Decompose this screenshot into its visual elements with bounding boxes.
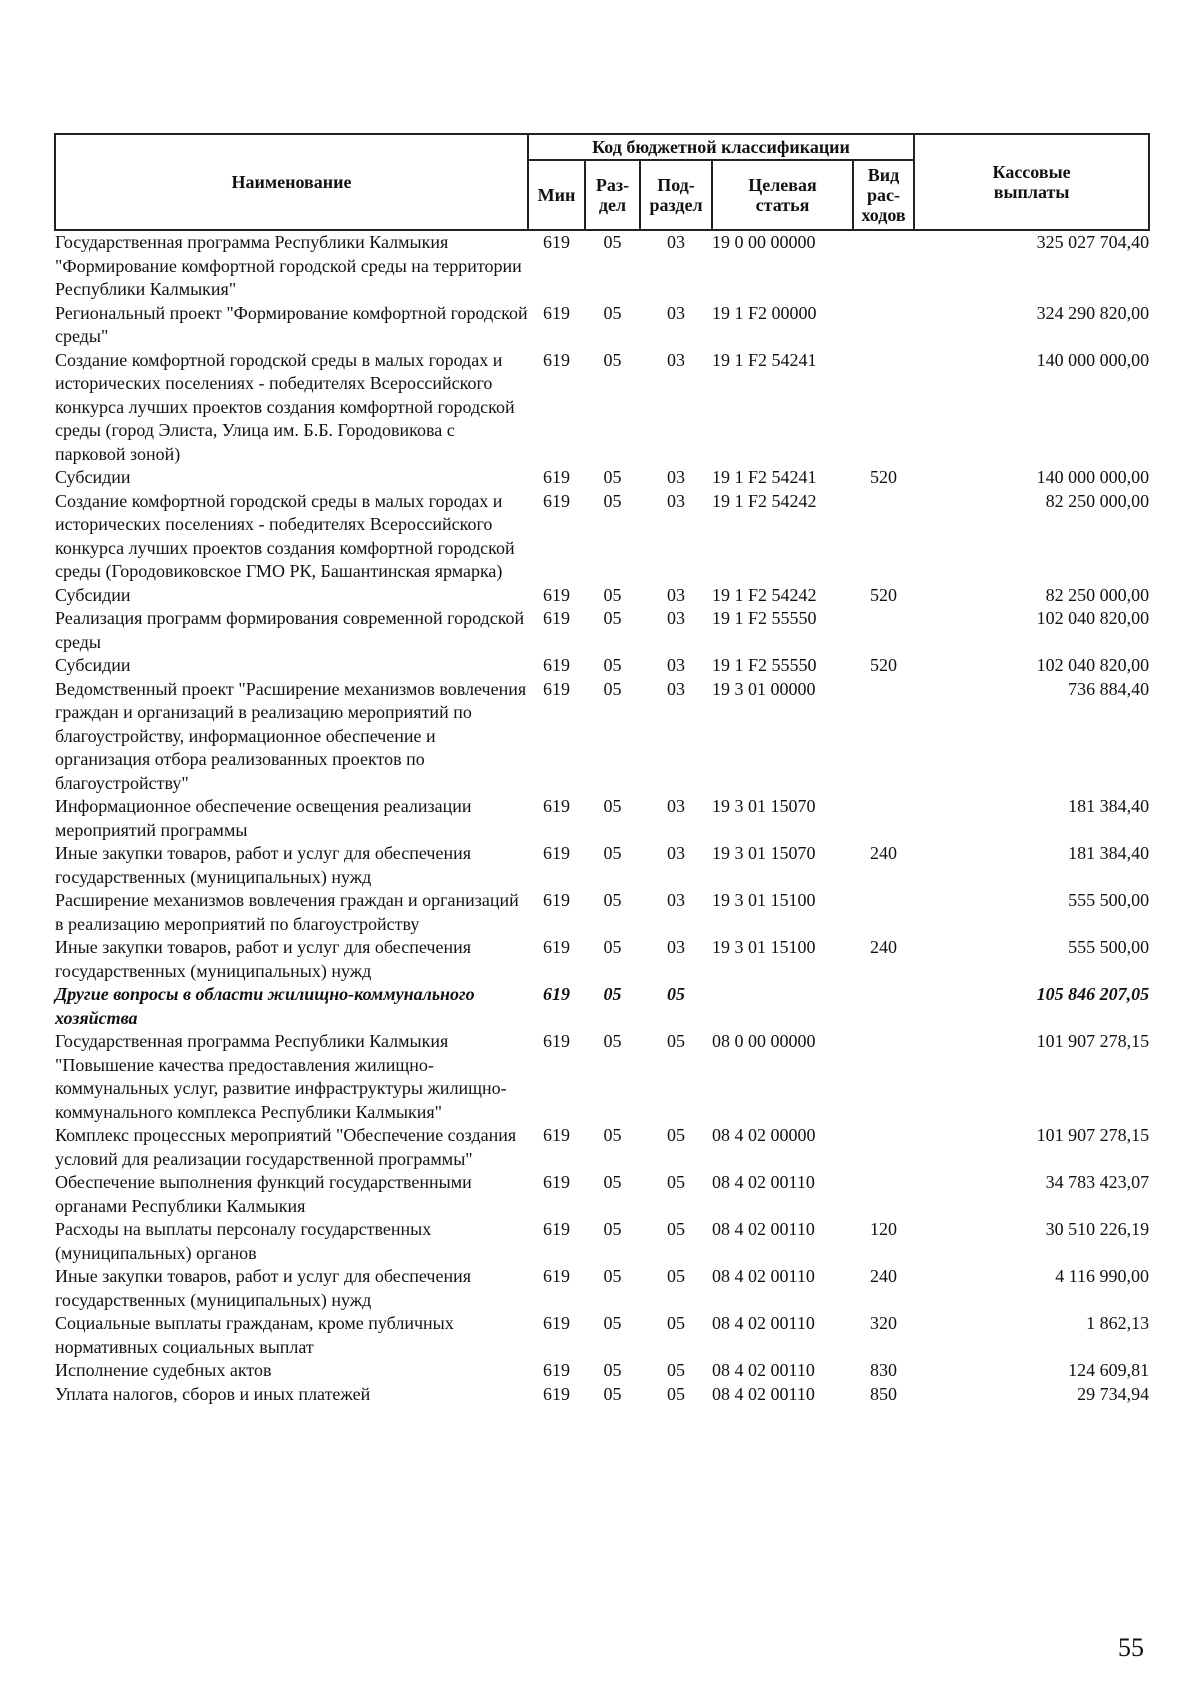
cell-name: Ведомственный проект "Расширение механизмов вовлечения граждан и организаций в реализацию мероприятий по благоустройству, информационное обеспечение и организация отбора реализованных проектов по благоустройству"	[55, 678, 527, 793]
table-row	[55, 1030, 1149, 1124]
cell-target-article	[712, 983, 853, 1030]
table-row	[55, 1124, 1149, 1171]
cell-razdel: 05	[603, 890, 622, 910]
cell-cash-payments: 105 846 207,05	[1036, 984, 1150, 1004]
cell-target-article: 19 1 F2 00000	[712, 302, 817, 323]
table-row	[55, 983, 1149, 1030]
table-row	[55, 466, 1149, 490]
cell-razdel: 05	[603, 796, 622, 816]
cell-podrazdel: 03	[667, 584, 685, 605]
cell-cash-payments: 1 862,13	[1086, 1313, 1150, 1333]
cell-min: 619	[543, 490, 570, 511]
cell-min: 619	[543, 984, 570, 1004]
cell-podrazdel: 05	[667, 1125, 685, 1145]
table-row	[55, 607, 1149, 654]
cell-razdel: 05	[603, 1172, 622, 1192]
cell-min: 619	[543, 608, 570, 628]
cell-podrazdel: 03	[667, 843, 685, 863]
cell-name: Иные закупки товаров, работ и услуг для обеспечения государственных (муниципальных) нужд	[55, 843, 471, 887]
table-row	[55, 678, 1149, 796]
cell-name: Субсидии	[55, 584, 131, 605]
cell-target-article: 19 1 F2 55550	[712, 608, 817, 628]
cell-expense-type	[853, 607, 914, 654]
cell-min: 619	[543, 1383, 570, 1404]
header-razdel: Раз- дел	[585, 160, 640, 230]
cell-min: 619	[543, 1219, 570, 1239]
cell-name: Исполнение судебных актов	[55, 1360, 272, 1380]
table-row	[55, 842, 1149, 889]
cell-podrazdel: 05	[667, 1172, 685, 1192]
cell-podrazdel: 05	[667, 1266, 685, 1286]
cell-target-article: 08 4 02 00110	[712, 1219, 815, 1239]
cell-podrazdel: 05	[667, 1383, 685, 1404]
cell-podrazdel: 03	[667, 655, 685, 675]
cell-min: 619	[543, 1266, 570, 1286]
cell-podrazdel: 03	[667, 467, 685, 487]
cell-cash-payments: 29 734,94	[1077, 1383, 1150, 1404]
cell-cash-payments: 30 510 226,19	[1045, 1219, 1150, 1239]
table-row	[55, 1312, 1149, 1359]
header-expense-type: Вид рас- ходов	[853, 160, 914, 230]
cell-expense-type	[853, 983, 914, 1030]
cell-name: Обеспечение выполнения функций государственными органами Республики Калмыкия	[55, 1172, 472, 1216]
cell-min: 619	[543, 937, 570, 957]
cell-expense-type	[853, 1171, 914, 1218]
table-row	[55, 795, 1149, 842]
cell-cash-payments: 325 027 704,40	[1036, 232, 1150, 252]
cell-target-article: 19 1 F2 54242	[712, 490, 817, 511]
table-header	[55, 134, 1149, 230]
cell-razdel: 05	[603, 655, 622, 675]
cell-podrazdel: 03	[667, 232, 685, 252]
cell-target-article: 19 1 F2 54241	[712, 467, 817, 487]
cell-cash-payments: 140 000 000,00	[1036, 349, 1150, 370]
cell-name: Расширение механизмов вовлечения граждан и организаций в реализацию мероприятий по благоустройству	[55, 890, 519, 934]
cell-min: 619	[543, 584, 570, 605]
cell-name: Государственная программа Республики Калмыкия "Формирование комфортной городской среды на территории Республики Калмыкия"	[55, 232, 522, 299]
cell-expense-type: 520	[870, 584, 898, 605]
cell-podrazdel: 03	[667, 796, 685, 816]
table-row	[55, 349, 1149, 467]
cell-razdel: 05	[603, 678, 622, 699]
cell-razdel: 05	[603, 584, 622, 605]
cell-min: 619	[543, 1125, 570, 1145]
cell-podrazdel: 05	[667, 984, 685, 1004]
header-budget-code: Код бюджетной классификации	[528, 134, 914, 160]
cell-podrazdel: 05	[667, 1031, 685, 1051]
cell-podrazdel: 03	[667, 302, 685, 323]
cell-min: 619	[543, 1313, 570, 1333]
cell-min: 619	[543, 843, 570, 863]
cell-podrazdel: 05	[667, 1313, 685, 1333]
table-row	[55, 1218, 1149, 1265]
cell-razdel: 05	[603, 937, 622, 957]
cell-razdel: 05	[603, 1383, 622, 1404]
header-name: Наименование	[55, 134, 528, 230]
cell-razdel: 05	[603, 843, 622, 863]
cell-name: Комплекс процессных мероприятий "Обеспечение создания условий для реализации государственной программы"	[55, 1125, 517, 1169]
cell-target-article: 08 0 00 00000	[712, 1031, 816, 1051]
cell-min: 619	[543, 1031, 570, 1051]
cell-razdel: 05	[603, 1125, 622, 1145]
cell-name: Субсидии	[55, 655, 131, 675]
cell-min: 619	[543, 232, 570, 252]
cell-razdel: 05	[603, 1266, 622, 1286]
cell-cash-payments: 736 884,40	[1068, 678, 1150, 699]
cell-razdel: 05	[603, 467, 622, 487]
table-body	[55, 230, 1149, 1406]
cell-cash-payments: 324 290 820,00	[1036, 302, 1150, 323]
cell-expense-type	[853, 1030, 914, 1124]
cell-podrazdel: 05	[667, 1219, 685, 1239]
table-row	[55, 230, 1149, 302]
cell-razdel: 05	[603, 608, 622, 628]
table-row	[55, 302, 1149, 349]
cell-target-article: 19 3 01 15100	[712, 890, 816, 910]
cell-expense-type	[853, 302, 914, 349]
cell-razdel: 05	[603, 1360, 622, 1380]
cell-cash-payments: 82 250 000,00	[1045, 490, 1150, 511]
cell-name: Социальные выплаты гражданам, кроме публичных нормативных социальных выплат	[55, 1313, 454, 1357]
cell-podrazdel: 03	[667, 937, 685, 957]
cell-podrazdel: 03	[667, 349, 685, 370]
cell-name: Другие вопросы в области жилищно-коммунального хозяйства	[55, 984, 475, 1028]
header-target-article: Целевая статья	[712, 160, 853, 230]
page-number: 55	[1118, 1633, 1144, 1662]
cell-expense-type	[853, 795, 914, 842]
cell-expense-type	[853, 1124, 914, 1171]
cell-target-article: 19 3 01 15100	[712, 937, 816, 957]
cell-target-article: 08 4 02 00110	[712, 1383, 815, 1404]
cell-razdel: 05	[603, 984, 622, 1004]
cell-expense-type: 240	[870, 843, 898, 863]
cell-expense-type: 120	[870, 1219, 898, 1239]
cell-target-article: 19 3 01 15070	[712, 843, 816, 863]
cell-cash-payments: 101 907 278,15	[1036, 1031, 1150, 1051]
cell-min: 619	[543, 1172, 570, 1192]
cell-podrazdel: 03	[667, 678, 685, 699]
cell-target-article: 19 1 F2 55550	[712, 655, 817, 675]
cell-target-article: 19 1 F2 54241	[712, 349, 817, 370]
cell-podrazdel: 03	[667, 490, 685, 511]
cell-cash-payments: 82 250 000,00	[1045, 584, 1150, 605]
cell-name: Создание комфортной городской среды в малых городах и исторических поселениях - победителях Всероссийского конкурса лучших проектов создания комфортной городской среды (город Элиста, Улица им. Б.Б. Городовикова с парковой зоной)	[55, 349, 515, 464]
cell-cash-payments: 140 000 000,00	[1036, 467, 1150, 487]
cell-cash-payments: 101 907 278,15	[1036, 1125, 1150, 1145]
cell-min: 619	[543, 655, 570, 675]
cell-expense-type: 520	[870, 655, 898, 675]
cell-name: Расходы на выплаты персоналу государственных (муниципальных) органов	[55, 1219, 432, 1263]
cell-name: Иные закупки товаров, работ и услуг для обеспечения государственных (муниципальных) нужд	[55, 1266, 471, 1310]
cell-min: 619	[543, 302, 570, 323]
cell-name: Субсидии	[55, 467, 131, 487]
cell-cash-payments: 4 116 990,00	[1055, 1266, 1150, 1286]
cell-expense-type	[853, 678, 914, 796]
table-row	[55, 490, 1149, 584]
cell-podrazdel: 03	[667, 890, 685, 910]
cell-cash-payments: 34 783 423,07	[1045, 1172, 1150, 1192]
cell-min: 619	[543, 890, 570, 910]
cell-min: 619	[543, 1360, 570, 1380]
cell-name: Иные закупки товаров, работ и услуг для обеспечения государственных (муниципальных) нужд	[55, 937, 471, 981]
cell-name: Уплата налогов, сборов и иных платежей	[55, 1383, 371, 1404]
cell-name: Создание комфортной городской среды в малых городах и исторических поселениях - победителях Всероссийского конкурса лучших проектов создания комфортной городской среды (Городовиковское ГМО РК, Башантинская ярмарка)	[55, 490, 515, 581]
cell-cash-payments: 181 384,40	[1068, 796, 1150, 816]
cell-razdel: 05	[603, 1031, 622, 1051]
cell-min: 619	[543, 796, 570, 816]
header-cash-payments: Кассовые выплаты	[914, 134, 1149, 230]
cell-podrazdel: 03	[667, 608, 685, 628]
cell-razdel: 05	[603, 1219, 622, 1239]
table-row	[55, 889, 1149, 936]
cell-razdel: 05	[603, 1313, 622, 1333]
cell-cash-payments: 102 040 820,00	[1036, 655, 1150, 675]
cell-expense-type	[853, 349, 914, 467]
cell-name: Региональный проект "Формирование комфортной городской среды"	[55, 302, 528, 346]
table-row	[55, 1359, 1149, 1383]
cell-target-article: 08 4 02 00110	[712, 1172, 815, 1192]
cell-expense-type	[853, 490, 914, 584]
header-podrazdel: Под- раздел	[640, 160, 712, 230]
cell-name: Государственная программа Республики Калмыкия "Повышение качества предоставления жилищно-коммунальных услуг, развитие инфраструктуры жилищно-коммунального комплекса Республики Калмыкия"	[55, 1031, 507, 1122]
cell-target-article: 19 3 01 15070	[712, 796, 816, 816]
cell-cash-payments: 555 500,00	[1068, 937, 1150, 957]
cell-target-article: 19 3 01 00000	[712, 678, 816, 699]
cell-expense-type: 240	[870, 1266, 898, 1286]
table-row	[55, 584, 1149, 608]
cell-expense-type: 240	[870, 937, 898, 957]
cell-name: Реализация программ формирования современной городской среды	[55, 608, 525, 652]
cell-expense-type: 320	[870, 1313, 898, 1333]
cell-expense-type: 520	[870, 467, 898, 487]
table-row	[55, 936, 1149, 983]
cell-cash-payments: 102 040 820,00	[1036, 608, 1150, 628]
cell-razdel: 05	[603, 490, 622, 511]
budget-table	[54, 133, 1150, 1406]
cell-expense-type	[853, 889, 914, 936]
cell-cash-payments: 181 384,40	[1068, 843, 1150, 863]
cell-expense-type: 850	[870, 1383, 898, 1404]
table-row	[55, 654, 1149, 678]
table-row	[55, 1171, 1149, 1218]
cell-razdel: 05	[603, 349, 622, 370]
table-row	[55, 1383, 1149, 1407]
cell-min: 619	[543, 467, 570, 487]
cell-name: Информационное обеспечение освещения реализации мероприятий программы	[55, 796, 472, 840]
header-min: Мин	[528, 160, 585, 230]
cell-razdel: 05	[603, 302, 622, 323]
cell-expense-type: 830	[870, 1360, 898, 1380]
cell-target-article: 08 4 02 00110	[712, 1360, 815, 1380]
cell-cash-payments: 124 609,81	[1068, 1360, 1150, 1380]
cell-min: 619	[543, 678, 570, 699]
cell-target-article: 08 4 02 00000	[712, 1125, 816, 1145]
cell-cash-payments: 555 500,00	[1068, 890, 1150, 910]
cell-target-article: 08 4 02 00110	[712, 1313, 815, 1333]
cell-podrazdel: 05	[667, 1360, 685, 1380]
table-row	[55, 1265, 1149, 1312]
cell-target-article: 08 4 02 00110	[712, 1266, 815, 1286]
cell-expense-type	[853, 230, 914, 302]
cell-min: 619	[543, 349, 570, 370]
cell-target-article: 19 1 F2 54242	[712, 584, 817, 605]
cell-razdel: 05	[603, 232, 622, 252]
cell-target-article: 19 0 00 00000	[712, 232, 816, 252]
